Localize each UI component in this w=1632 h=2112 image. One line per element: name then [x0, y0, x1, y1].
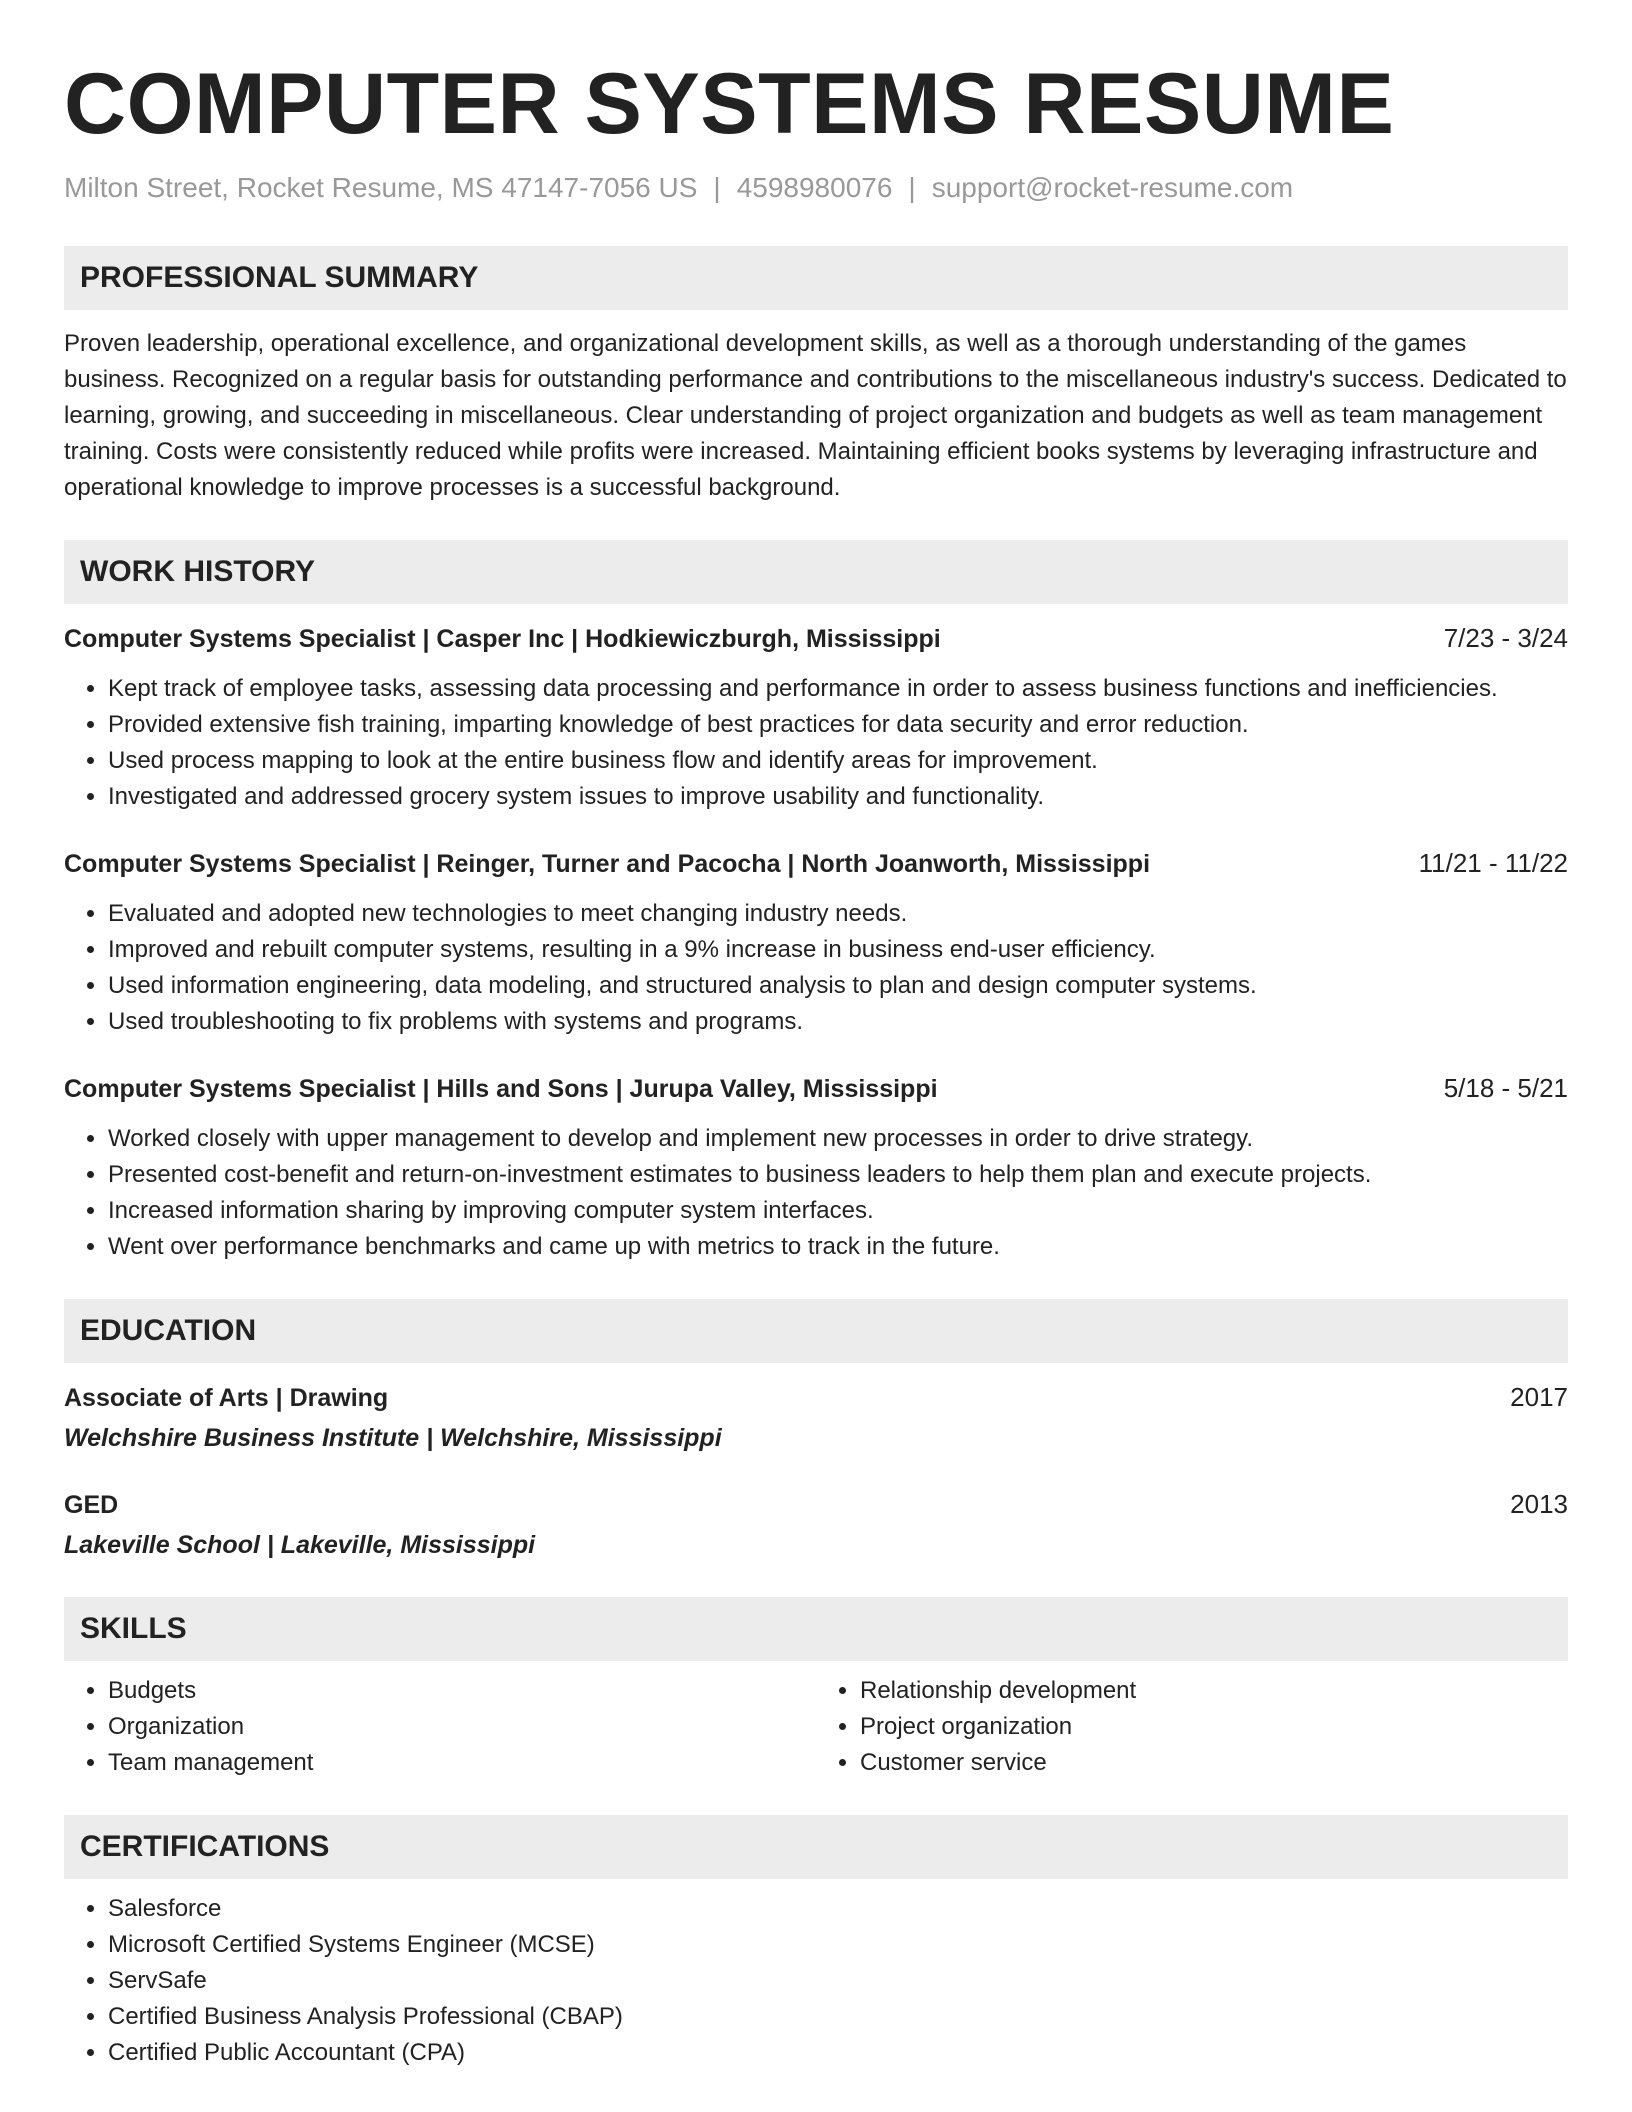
resume-page: [64, 0, 1568, 2071]
certifications-list: [64, 1891, 1568, 2071]
job-bullets: [64, 671, 1568, 815]
list-item: • Used information engineering, data modeling, and structured analysis to plan and design computer systems.: [108, 968, 1568, 1004]
education-entry: [64, 1486, 1568, 1563]
certification-item: • ServSafe: [108, 1963, 1568, 1999]
job-bullets: [64, 896, 1568, 1040]
section-header-education: EDUCATION: [64, 1299, 1568, 1363]
list-item: • Kept track of employee tasks, assessing data processing and performance in order to assess business functions and inefficiencies.: [108, 671, 1568, 707]
list-item: • Provided extensive fish training, imparting knowledge of best practices for data security and error reduction.: [108, 707, 1568, 743]
certification-item: • Certified Public Accountant (CPA): [108, 2035, 1568, 2071]
job-bullets: [64, 1121, 1568, 1265]
list-item: • Improved and rebuilt computer systems, resulting in a 9% increase in business end-user efficiency.: [108, 932, 1568, 968]
skills-list-left: [64, 1673, 816, 1781]
contact-email: support@rocket-resume.com: [931, 172, 1294, 203]
job-title: Computer Systems Specialist | Reinger, Turner and Pacocha | North Joanworth, Mississippi: [64, 850, 1151, 878]
education-year: 2013: [1510, 1489, 1568, 1519]
skills-list-right: [816, 1673, 1568, 1781]
job-dates: 5/18 - 5/21: [1443, 1073, 1568, 1103]
skills-columns: [64, 1661, 1568, 1781]
skill-item: • Relationship development: [860, 1673, 1568, 1709]
job-header: [64, 1070, 1568, 1107]
education-degree: Associate of Arts | Drawing: [64, 1384, 389, 1412]
skill-item: • Organization: [108, 1709, 816, 1745]
list-item: • Went over performance benchmarks and came up with metrics to track in the future.: [108, 1229, 1568, 1265]
education-school: Lakeville School | Lakeville, Mississippi: [64, 1531, 536, 1559]
list-item: • Used troubleshooting to fix problems with systems and programs.: [108, 1004, 1568, 1040]
job-entry: [64, 845, 1568, 1040]
certification-item: • Salesforce: [108, 1891, 1568, 1927]
resume-title: COMPUTER SYSTEMS RESUME: [64, 56, 1395, 152]
job-dates: 11/21 - 11/22: [1418, 848, 1568, 878]
education-entry: [64, 1379, 1568, 1456]
contact-address: Milton Street, Rocket Resume, MS 47147-7056 US: [64, 172, 698, 203]
contact-separator: |: [713, 172, 721, 203]
section-header-work: WORK HISTORY: [64, 540, 1568, 604]
section-header-certifications: CERTIFICATIONS: [64, 1815, 1568, 1879]
skill-item: • Team management: [108, 1745, 816, 1781]
job-header: [64, 620, 1568, 657]
skill-item: • Project organization: [860, 1709, 1568, 1745]
list-item: • Increased information sharing by improving computer system interfaces.: [108, 1193, 1568, 1229]
job-dates: 7/23 - 3/24: [1443, 623, 1568, 653]
summary-text: Proven leadership, operational excellence, and organizational development skills, as well as a thorough understanding of the games business. Recognized on a regular basis for outstanding performance and contributions to the miscellaneous industry's success. Dedicated to learning, growing, and succeeding in miscellaneous. Clear understanding of project organization and budgets as well as team management training. Costs were consistently reduced while profits were increased. Maintaining efficient books systems by leveraging infrastructure and operational knowledge to improve processes is a successful background.: [64, 330, 1567, 501]
education-degree: GED: [64, 1491, 119, 1519]
list-item: • Used process mapping to look at the entire business flow and identify areas for improvement.: [108, 743, 1568, 779]
job-title: Computer Systems Specialist | Hills and Sons | Jurupa Valley, Mississippi: [64, 1075, 938, 1103]
contact-phone: 4598980076: [736, 172, 893, 203]
contact-separator: |: [908, 172, 916, 203]
list-item: • Worked closely with upper management to develop and implement new processes in order to drive strategy.: [108, 1121, 1568, 1157]
education-school: Welchshire Business Institute | Welchshire, Mississippi: [64, 1424, 722, 1452]
section-header-summary: PROFESSIONAL SUMMARY: [64, 246, 1568, 310]
job-entry: [64, 1070, 1568, 1265]
skill-item: • Budgets: [108, 1673, 816, 1709]
certification-item: • Microsoft Certified Systems Engineer (MCSE): [108, 1927, 1568, 1963]
contact-line: [64, 170, 1568, 206]
certification-item: • Certified Business Analysis Professional (CBAP): [108, 1999, 1568, 2035]
list-item: • Investigated and addressed grocery system issues to improve usability and functionality.: [108, 779, 1568, 815]
education-header: [64, 1379, 1568, 1416]
list-item: • Evaluated and adopted new technologies to meet changing industry needs.: [108, 896, 1568, 932]
skill-item: • Customer service: [860, 1745, 1568, 1781]
section-header-skills: SKILLS: [64, 1597, 1568, 1661]
job-title: Computer Systems Specialist | Casper Inc | Hodkiewiczburgh, Mississippi: [64, 625, 941, 653]
education-header: [64, 1486, 1568, 1523]
job-header: [64, 845, 1568, 882]
job-entry: [64, 620, 1568, 815]
education-year: 2017: [1510, 1382, 1568, 1412]
list-item: • Presented cost-benefit and return-on-investment estimates to business leaders to help them plan and execute projects.: [108, 1157, 1568, 1193]
